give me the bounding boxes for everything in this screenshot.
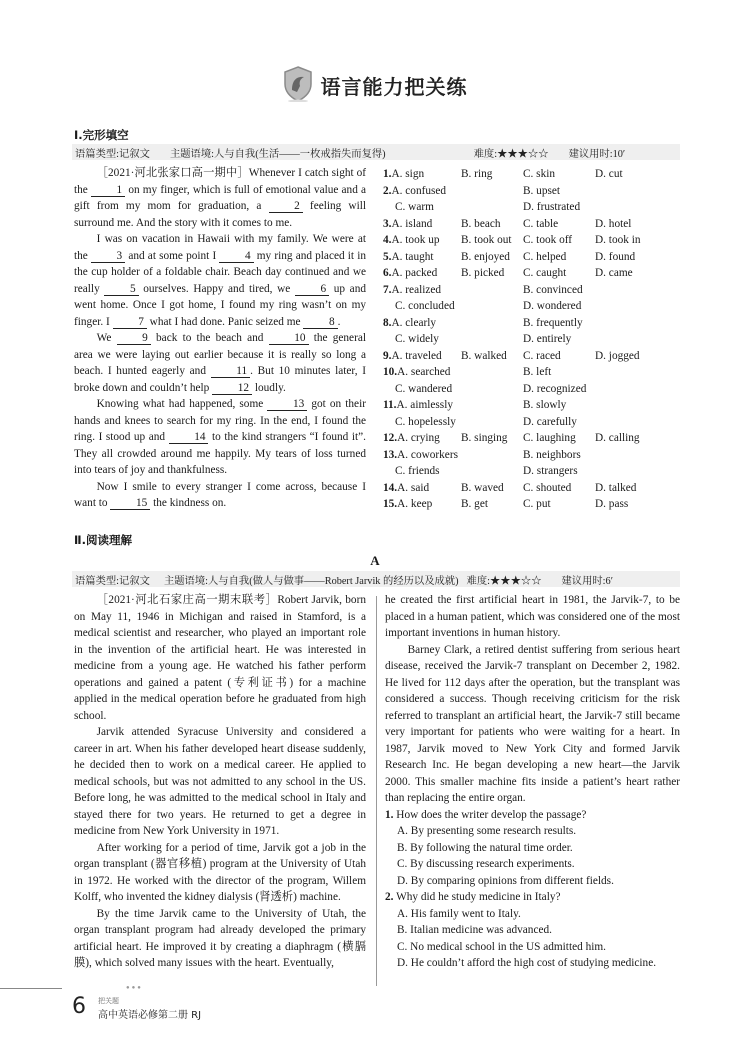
option-text bbox=[595, 463, 665, 480]
question-number: 5. bbox=[383, 250, 392, 263]
question-number: 14. bbox=[383, 481, 398, 494]
option-row bbox=[383, 249, 683, 266]
option-text: B. frequently bbox=[523, 316, 583, 329]
blank-13: 13 bbox=[267, 398, 307, 411]
theme-context: 主题语境:人与自我(做人与做事——Robert Jarvik 的经历以及成就) bbox=[163, 575, 459, 587]
question-number: 10. bbox=[383, 366, 398, 378]
text-segment: Now I smile to every stranger I come across, because I want to bbox=[74, 480, 366, 509]
option-text: D. came bbox=[595, 267, 633, 279]
option-text: C. wandered bbox=[395, 382, 453, 395]
option-row bbox=[383, 265, 683, 282]
text-segment: the general area we were laying out earlier because it is really so long a beach. I hunted eagerly and bbox=[74, 332, 366, 377]
passage-label: A bbox=[370, 553, 380, 568]
text-segment: got on their hands and knees to search for my ring. In the end, I found the ring. I stood up and bbox=[74, 398, 366, 443]
option-cell bbox=[383, 166, 461, 183]
option-text: D. recognized bbox=[523, 382, 587, 395]
option-row bbox=[383, 480, 683, 497]
question-stem bbox=[385, 889, 680, 906]
option-row bbox=[383, 166, 683, 183]
option-text: A. took up bbox=[391, 234, 440, 246]
option-text: D. calling bbox=[595, 432, 640, 444]
option-text: D. entirely bbox=[523, 333, 572, 345]
text-segment: I was on vacation in Hawaii with my family. We were at the bbox=[74, 233, 366, 262]
option-item bbox=[383, 315, 683, 348]
option-text: C. caught bbox=[523, 267, 567, 279]
option-text: C. hopelessly bbox=[395, 415, 456, 428]
option-text bbox=[595, 447, 665, 464]
text-segment: feeling will surround me. And the story with it comes to me. bbox=[74, 200, 366, 229]
option-item bbox=[383, 249, 683, 266]
option-text bbox=[595, 381, 665, 398]
reading-passage-right bbox=[385, 592, 680, 972]
option-item bbox=[383, 480, 683, 497]
option-text: C. table bbox=[523, 217, 559, 230]
question-number: 2. bbox=[383, 184, 392, 197]
option-cell bbox=[383, 249, 461, 266]
option-text: A. said bbox=[397, 481, 430, 494]
option-text: D. hotel bbox=[595, 217, 632, 230]
option-text: B. singing bbox=[461, 432, 508, 444]
paragraph: he created the first artificial heart in 1981, the Jarvik-7, to be placed in a human patient, which was considered one of the most important inventions in human history. bbox=[385, 594, 680, 639]
option-text bbox=[595, 282, 665, 299]
text-segment: ourselves. Happy and tired, we bbox=[138, 282, 295, 295]
question-number: 15. bbox=[383, 498, 398, 510]
option-cell bbox=[383, 447, 461, 464]
option-item bbox=[383, 282, 683, 315]
option-text: A. island bbox=[391, 217, 433, 230]
question-number: 3. bbox=[383, 217, 392, 230]
option-row bbox=[383, 282, 683, 299]
option-text bbox=[595, 199, 665, 216]
blank-4: 4 bbox=[219, 250, 253, 263]
option-text: B. waved bbox=[461, 481, 504, 494]
option-item bbox=[383, 183, 683, 216]
option-row bbox=[383, 381, 683, 398]
option-cell bbox=[383, 298, 461, 315]
option-item bbox=[383, 364, 683, 397]
option-cell bbox=[383, 232, 461, 249]
option-text: C. widely bbox=[395, 333, 439, 345]
option-text: B. upset bbox=[523, 184, 561, 197]
text-type: 语篇类型:记叙文 bbox=[75, 148, 150, 160]
paragraph bbox=[74, 231, 366, 330]
option-row bbox=[383, 331, 683, 348]
text-segment: the kindness on. bbox=[150, 497, 227, 509]
option-cell bbox=[383, 364, 461, 381]
option-text: C. warm bbox=[395, 201, 434, 213]
question-number: 13. bbox=[383, 448, 398, 461]
blank-8: 8 bbox=[303, 316, 337, 329]
text-segment: to the kind strangers “I found it”. They all crowded around me happily. My tears of loss turned into tears of joy and thankfulness. bbox=[74, 431, 366, 476]
option-text bbox=[461, 381, 523, 398]
option-row bbox=[383, 463, 683, 480]
question-text: How does the writer develop the passage? bbox=[393, 808, 587, 821]
option-text bbox=[461, 463, 523, 480]
answer-option: D. He couldn’t afford the high cost of studying medicine. bbox=[397, 957, 657, 969]
option-text: B. picked bbox=[461, 267, 505, 279]
option-row bbox=[383, 397, 683, 414]
option-cell bbox=[383, 265, 461, 282]
option-cell bbox=[383, 463, 461, 480]
option-text: C. skin bbox=[523, 168, 556, 180]
option-cell bbox=[383, 430, 461, 447]
question-number: 7. bbox=[383, 283, 392, 296]
option-text: D. jogged bbox=[595, 349, 640, 362]
option-text: D. strangers bbox=[523, 465, 578, 477]
text-segment: ［2021·河北张家口高一期中］Whenever I catch sight of the bbox=[74, 167, 366, 196]
option-row bbox=[383, 183, 683, 200]
option-text bbox=[461, 183, 523, 200]
option-cell bbox=[383, 183, 461, 200]
option-text: C. concluded bbox=[395, 300, 455, 312]
option-cell bbox=[383, 496, 461, 513]
option-text: A. sign bbox=[391, 168, 425, 180]
option-text bbox=[461, 397, 523, 414]
option-text bbox=[461, 282, 523, 299]
option-text: B. beach bbox=[461, 217, 501, 230]
option-text: C. put bbox=[523, 498, 551, 510]
question bbox=[385, 807, 680, 890]
option-row bbox=[383, 447, 683, 464]
option-text: D. pass bbox=[595, 498, 629, 510]
cloze-options bbox=[383, 166, 683, 513]
text-segment: my ring and placed it in the cup holder of a foldable chair. Beach day continued and we really bbox=[74, 249, 366, 295]
cloze-info-bar bbox=[72, 144, 680, 160]
option-text: A. searched bbox=[397, 366, 451, 378]
option-text bbox=[595, 183, 665, 200]
option-text bbox=[595, 315, 665, 332]
question-number: 6. bbox=[383, 267, 392, 279]
option-cell bbox=[383, 414, 461, 431]
option-item bbox=[383, 447, 683, 480]
column-divider bbox=[376, 596, 377, 986]
paragraph: By the time Jarvik came to the University of Utah, the organ transplant program had already developed the primary artificial heart. He improved it by creating a diaphragm (横膈膜), which solved many issues with the heart. Eventually, bbox=[74, 907, 366, 969]
text-segment: . But 10 minutes later, I broke down and couldn’t help bbox=[74, 365, 366, 394]
answer-option: D. By comparing opinions from different fields. bbox=[397, 874, 614, 887]
answer-option: A. His family went to Italy. bbox=[397, 907, 521, 920]
footer-dots: ●●● bbox=[126, 985, 143, 991]
paragraph: ［2021·河北石家庄高一期末联考］Robert Jarvik, born on May 11, 1946 in Michigan and raised in Stamford, is a medical scientist and researcher, who played an important role in the invention of the artificial heart. He was interested in medicine from a young age. He watched his father perform operations and gained a patent (专利证书) for a machine applied in the medical operation before he graduated from high school. bbox=[74, 594, 366, 722]
option-item bbox=[383, 348, 683, 365]
option-cell bbox=[383, 216, 461, 233]
blank-1: 1 bbox=[91, 184, 125, 197]
difficulty: 难度:★★★☆☆ bbox=[466, 575, 542, 587]
option-row bbox=[383, 298, 683, 315]
suggested-time: 建议用时:10′ bbox=[568, 148, 626, 160]
suggested-time: 建议用时:6′ bbox=[561, 575, 613, 587]
option-text: D. frustrated bbox=[523, 201, 581, 213]
blank-2: 2 bbox=[269, 200, 303, 213]
text-segment: Knowing what had happened, some bbox=[96, 398, 268, 410]
option-text: D. found bbox=[595, 250, 636, 263]
option-text: C. friends bbox=[395, 465, 440, 477]
option-text: D. cut bbox=[595, 168, 623, 180]
option-row bbox=[383, 216, 683, 233]
cloze-section-title: Ⅰ.完形填空 bbox=[74, 128, 129, 142]
text-type: 语篇类型:记叙文 bbox=[75, 575, 150, 587]
blank-5: 5 bbox=[104, 283, 138, 296]
option-text: A. crying bbox=[397, 432, 440, 444]
option-row bbox=[383, 364, 683, 381]
blank-15: 15 bbox=[110, 497, 150, 510]
option-cell bbox=[383, 348, 461, 365]
option-text: A. clearly bbox=[391, 316, 437, 329]
difficulty: 难度:★★★☆☆ bbox=[473, 148, 549, 160]
option-row bbox=[383, 315, 683, 332]
blank-9: 9 bbox=[117, 332, 151, 345]
option-cell bbox=[383, 331, 461, 348]
option-text: A. packed bbox=[391, 267, 438, 279]
option-item bbox=[383, 397, 683, 430]
option-text: B. left bbox=[523, 366, 552, 378]
paragraph bbox=[74, 330, 366, 396]
option-text: A. confused bbox=[391, 184, 447, 197]
option-text bbox=[461, 414, 523, 431]
text-segment: up and went home. Once I got home, I found my ring wasn’t on my finger. I bbox=[74, 282, 366, 328]
text-segment: . bbox=[337, 315, 341, 328]
option-row bbox=[383, 199, 683, 216]
option-cell bbox=[383, 282, 461, 299]
question-number: 12. bbox=[383, 432, 398, 444]
question-number: 4. bbox=[383, 234, 392, 246]
option-text: C. helped bbox=[523, 250, 567, 263]
paragraph: Jarvik attended Syracuse University and considered a career in art. When his father developed heart disease suddenly, he decided then to work on a medical career. He applied to medical schools, but was not admitted to any school in the US. Before long, he was admitted to the medical school in Italy and stayed there for two years. He returned to get a degree in medicine from New York University in 1971. bbox=[74, 726, 366, 837]
cloze-passage bbox=[74, 165, 366, 512]
option-text: B. enjoyed bbox=[461, 250, 510, 263]
blank-11: 11 bbox=[211, 365, 250, 378]
paragraph: After working for a period of time, Jarvik got a job in the organ transplant (器官移植) program at the University of Utah in 1972. He worked with the director of the program, Willem Kolff, who invented the kidney dialysis (肾透析) machine. bbox=[74, 841, 366, 903]
option-row bbox=[383, 348, 683, 365]
question bbox=[385, 889, 680, 972]
shield-helmet-icon bbox=[283, 66, 313, 105]
option-text: B. walked bbox=[461, 349, 507, 362]
option-text: C. laughing bbox=[523, 432, 576, 444]
option-text: A. coworkers bbox=[397, 448, 458, 461]
paragraph: Barney Clark, a retired dentist suffering from serious heart disease, received the Jarvik-7 transplant on December 2, 1982. He lived for 112 days after the operation, but the transplant was considered a success. Though receiving criticism for the risk referred to transplant an artificial heart, the Jarvik-7 still became very important for patients who were waiting for a heart. In 1987, Jarvik moved to New York City and formed Jarvik Research Inc. He began developing a new heart—the Jarvik 2000. This smaller machine fits inside a patient’s heart rather than replacing the entire organ. bbox=[385, 643, 680, 804]
question-number: 11. bbox=[383, 399, 397, 411]
text-segment: what I had done. Panic seized me bbox=[146, 315, 304, 328]
page-title: 语言能力把关练 bbox=[320, 75, 468, 99]
option-text bbox=[595, 414, 665, 431]
paragraph bbox=[74, 165, 366, 231]
reading-passage-left bbox=[74, 592, 366, 972]
option-cell bbox=[383, 199, 461, 216]
option-item bbox=[383, 232, 683, 249]
question-stem bbox=[385, 807, 680, 824]
option-text: B. slowly bbox=[523, 399, 567, 411]
option-text: C. raced bbox=[523, 349, 561, 362]
reading-info-bar bbox=[72, 571, 680, 587]
option-text bbox=[461, 447, 523, 464]
option-text: B. took out bbox=[461, 234, 512, 246]
answer-option: C. By discussing research experiments. bbox=[397, 858, 575, 870]
option-text: B. neighbors bbox=[523, 448, 581, 461]
page-number: 6 bbox=[72, 994, 86, 1019]
option-text bbox=[461, 199, 523, 216]
answer-option: C. No medical school in the US admitted him. bbox=[397, 940, 606, 953]
question-number: 1. bbox=[385, 808, 394, 821]
answer-option: A. By presenting some research results. bbox=[397, 825, 577, 837]
option-cell bbox=[383, 381, 461, 398]
blank-14: 14 bbox=[169, 431, 209, 444]
option-text bbox=[461, 364, 523, 381]
option-item bbox=[383, 496, 683, 513]
option-text: C. shouted bbox=[523, 481, 572, 494]
option-item bbox=[383, 265, 683, 282]
paragraph bbox=[74, 479, 366, 512]
option-row bbox=[383, 232, 683, 249]
answer-option: B. By following the natural time order. bbox=[397, 841, 573, 854]
option-text: B. ring bbox=[461, 168, 493, 180]
blank-12: 12 bbox=[212, 382, 252, 395]
option-text bbox=[461, 331, 523, 348]
option-text: D. talked bbox=[595, 481, 637, 494]
question-number: 8. bbox=[383, 316, 392, 329]
option-text bbox=[595, 364, 665, 381]
question-text: Why did he study medicine in Italy? bbox=[393, 891, 561, 903]
series-name: 把关题 bbox=[98, 997, 119, 1005]
text-segment: and at some point I bbox=[125, 249, 220, 262]
option-item bbox=[383, 166, 683, 183]
question-number: 2. bbox=[385, 891, 394, 903]
text-segment: back to the beach and bbox=[150, 332, 269, 344]
text-segment: on my finger, which is full of emotional value and a gift from my mom for graduation, a bbox=[74, 183, 366, 212]
option-text: B. convinced bbox=[523, 283, 583, 296]
option-text bbox=[595, 298, 665, 315]
option-text bbox=[461, 298, 523, 315]
option-row bbox=[383, 430, 683, 447]
option-text: A. traveled bbox=[391, 349, 442, 362]
option-text: D. took in bbox=[595, 234, 641, 246]
option-item bbox=[383, 430, 683, 447]
book-title: 高中英语必修第二册 RJ bbox=[98, 1010, 202, 1021]
option-row bbox=[383, 414, 683, 431]
text-segment: loudly. bbox=[252, 381, 286, 394]
option-text: A. aimlessly bbox=[396, 399, 453, 411]
question-number: 1. bbox=[383, 168, 392, 180]
option-cell bbox=[383, 480, 461, 497]
theme-context: 主题语境:人与自我(生活——一枚戒指失而复得) bbox=[169, 148, 386, 160]
option-text bbox=[595, 397, 665, 414]
text-segment: We bbox=[96, 332, 117, 344]
blank-6: 6 bbox=[295, 283, 329, 296]
option-text: A. keep bbox=[397, 498, 433, 510]
option-item bbox=[383, 216, 683, 233]
footer-rule bbox=[0, 988, 62, 989]
blank-3: 3 bbox=[91, 250, 125, 263]
blank-7: 7 bbox=[113, 316, 147, 329]
blank-10: 10 bbox=[269, 332, 309, 345]
option-text: C. took off bbox=[523, 234, 573, 246]
option-row bbox=[383, 496, 683, 513]
option-text bbox=[461, 315, 523, 332]
paragraph bbox=[74, 396, 366, 479]
option-cell bbox=[383, 397, 461, 414]
page-header bbox=[0, 66, 750, 105]
option-text: B. get bbox=[461, 498, 488, 510]
option-text: A. taught bbox=[391, 250, 434, 263]
reading-section-title: Ⅱ.阅读理解 bbox=[74, 533, 132, 547]
option-text bbox=[595, 331, 665, 348]
option-text: D. wondered bbox=[523, 300, 582, 312]
option-cell bbox=[383, 315, 461, 332]
question-number: 9. bbox=[383, 349, 392, 362]
answer-option: B. Italian medicine was advanced. bbox=[397, 924, 552, 936]
option-text: D. carefully bbox=[523, 415, 577, 428]
option-text: A. realized bbox=[391, 283, 442, 296]
